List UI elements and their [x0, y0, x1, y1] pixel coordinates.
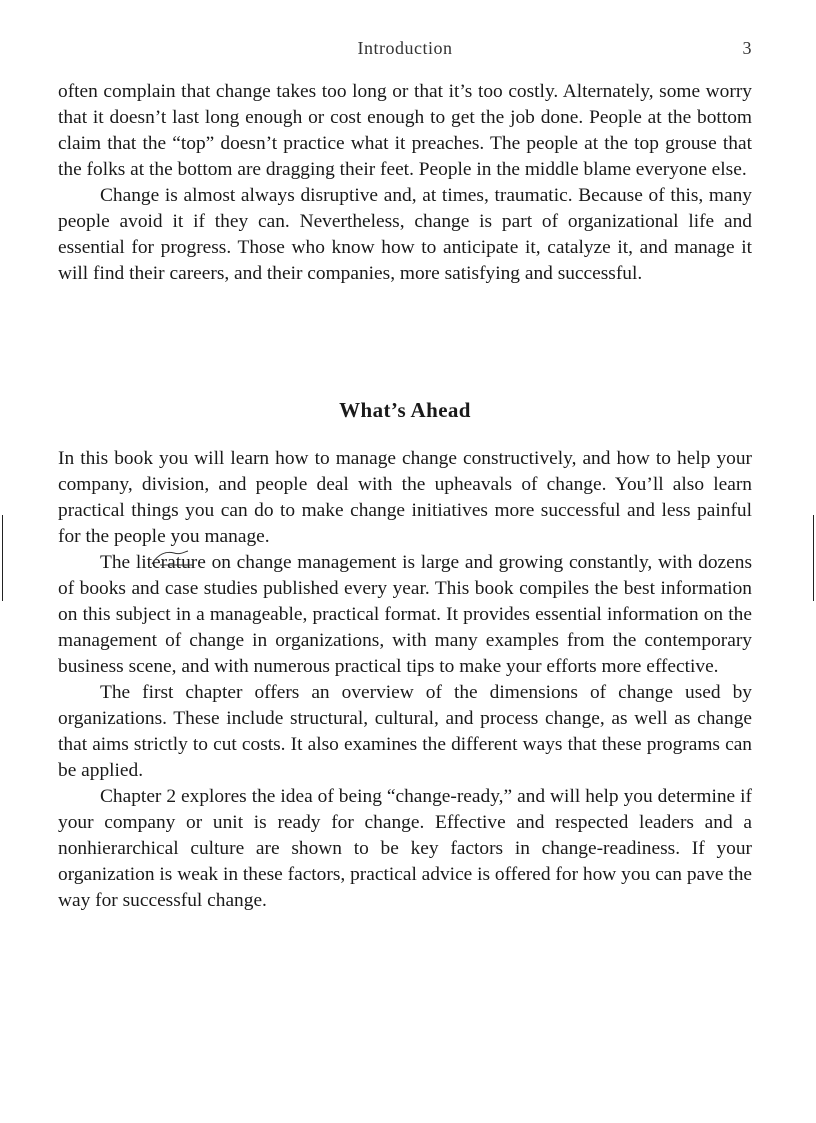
paragraph: The literature on change management is large and growing constantly, with dozens of books and case studies published every year. This book compiles the best information on this subject in a manageable, practical format. It provides essential information on the management of change in organizations, with many examples from the contemporary business scene, and with numerous practical tips to make your efforts more effective. [58, 552, 752, 677]
running-header [58, 38, 752, 62]
running-title: Introduction [357, 38, 453, 58]
section-heading: What’s Ahead [339, 398, 471, 422]
page-number: 3 [742, 38, 752, 58]
scan-edge-mark-left [2, 515, 3, 601]
paragraph: often complain that change takes too long or that it’s too costly. Alternately, some worry that it doesn’t last long enough or cost enough to get the job done. People at the bottom claim that the “top” doesn’t practice what it preaches. The people at the top grouse that the folks at the bottom are dragging their feet. People in the middle blame everyone else. [58, 81, 752, 180]
scan-edge-mark-right [813, 515, 814, 601]
paragraph: The first chapter offers an overview of the dimensions of change used by organizations. These include structural, cultural, and process change, as well as change that aims strictly to cut costs. It also examines the different ways that these programs can be applied. [58, 682, 752, 781]
paragraph: Chapter 2 explores the idea of being “change-ready,” and will help you determine if your company or unit is ready for change. Effective and respected leaders and a nonhierarchical culture are shown to be key factors in change-readiness. If your organization is weak in these factors, practical advice is offered for how you can pave the way for successful change. [58, 786, 752, 911]
opening-text [58, 79, 752, 287]
pen-mark-icon [150, 549, 196, 567]
paragraph: In this book you will learn how to manage change constructively, and how to help your company, division, and people deal with the upheavals of change. You’ll also learn practical things you can do to make change initiatives more successful and less painful for the people you manage. [58, 448, 752, 547]
section-text [58, 446, 752, 914]
paragraph: Change is almost always disruptive and, at times, traumatic. Because of this, many people avoid it if they can. Nevertheless, change is part of organizational life and essential for progress. Those who know how to anticipate it, catalyze it, and manage it will find their careers, and their companies, more satisfying and successful. [58, 185, 752, 284]
